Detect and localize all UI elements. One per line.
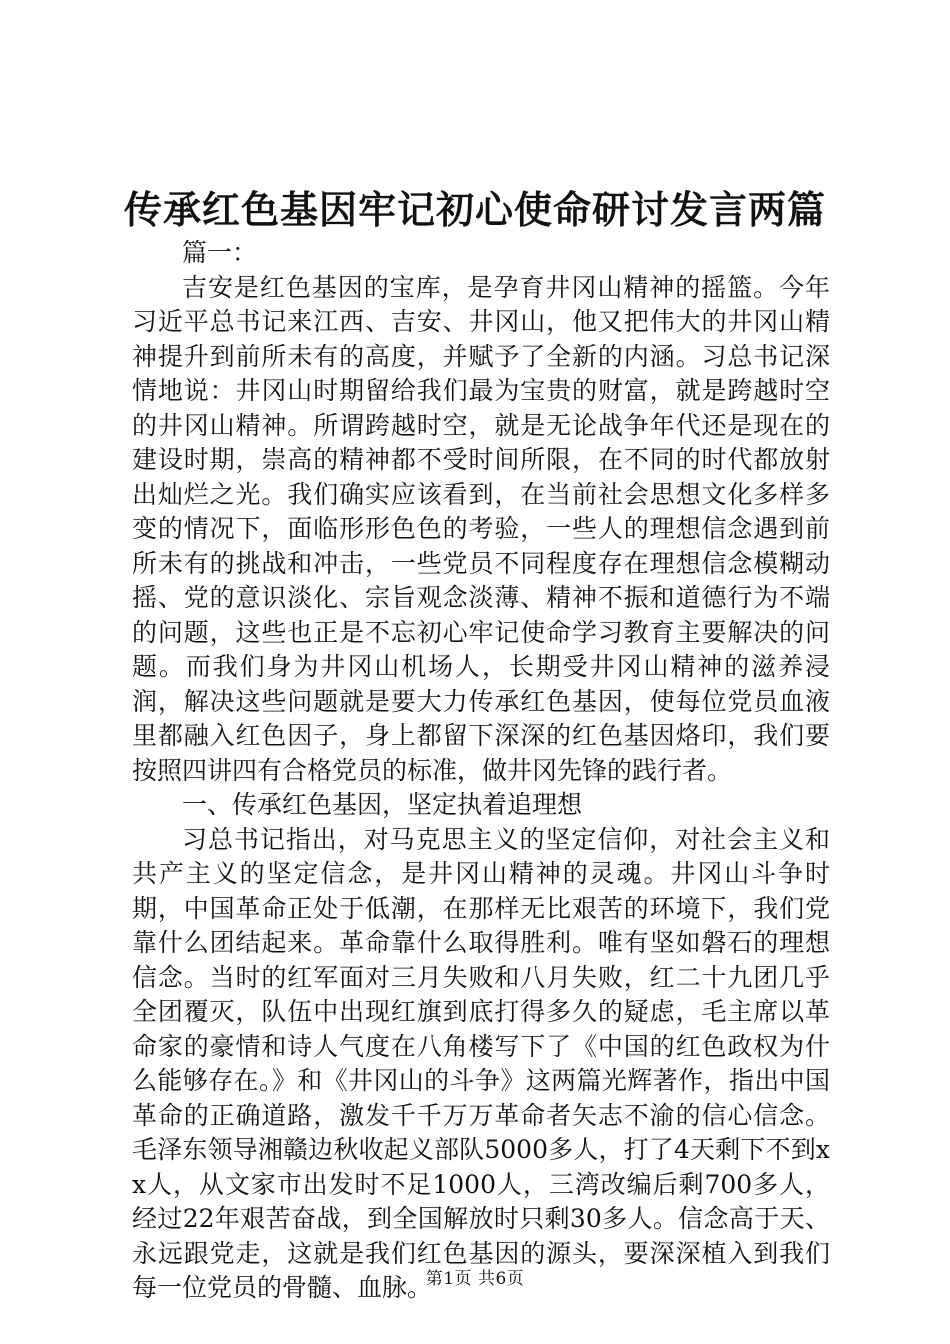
document-body [132,236,830,1306]
section-label: 篇一： [182,238,258,267]
document-title: 传承红色基因牢记初心使命研讨发言两篇 [123,187,826,232]
body-paragraph: 习总书记指出，对马克思主义的坚定信仰，对社会主义和共产主义的坚定信念，是井冈山精神的灵魂。井冈山斗争时期，中国革命正处于低潮，在那样无比艰苦的环境下，我们党靠什么团结起来。革命靠什么取得胜利。唯有坚如磐石的理想信念。当时的红军面对三月失败和八月失败，红二十九团几乎全团覆灭，队伍中出现红旗到底打得多久的疑虑，毛主席以革命家的豪情和诗人气度在八角楼写下了《中国的红色政权为什么能够存在。》和《井冈山的斗争》这两篇光辉著作，指出中国革命的正确道路，激发千千万万革命者矢志不渝的信心信念。毛泽东领导湘赣边秋收起义部队5000多人，打了4天剩下不到xx人，从文家市出发时不足1000人，三湾改编后剩700多人，经过22年艰苦奋战，到全国解放时只剩30多人。信念高于天、永远跟党走，这就是我们红色基因的源头，要深深植入到我们每一位党员的骨髓、血脉。 [132,824,830,1302]
body-paragraph: 吉安是红色基因的宝库，是孕育井冈山精神的摇篮。今年习近平总书记来江西、吉安、井冈山，他又把伟大的井冈山精神提升到前所未有的高度，并赋予了全新的内涵。习总书记深情地说：井冈山时期留给我们最为宝贵的财富，就是跨越时空的井冈山精神。所谓跨越时空，就是无论战争年代还是现在的建设时期，崇高的精神都不受时间所限，在不同的时代都放射出灿烂之光。我们确实应该看到，在当前社会思想文化多样多变的情况下，面临形形色色的考验，一些人的理想信念遇到前所未有的挑战和冲击，一些党员不同程度存在理想信念模糊动摇、党的意识淡化、宗旨观念淡薄、精神不振和道德行为不端的问题，这些也正是不忘初心牢记使命学习教育主要解决的问题。而我们身为井冈山机场人，长期受井冈山精神的滋养浸润，解决这些问题就是要大力传承红色基因，使每位党员血液里都融入红色因子，身上都留下深深的红色基因烙印，我们要按照四讲四有合格党员的标准，做井冈先锋的践行者。 [132,272,830,785]
page-number-footer: 第1页 共6页 [425,1269,525,1289]
section-heading: 一、传承红色基因，坚定执着追理想 [182,790,583,819]
